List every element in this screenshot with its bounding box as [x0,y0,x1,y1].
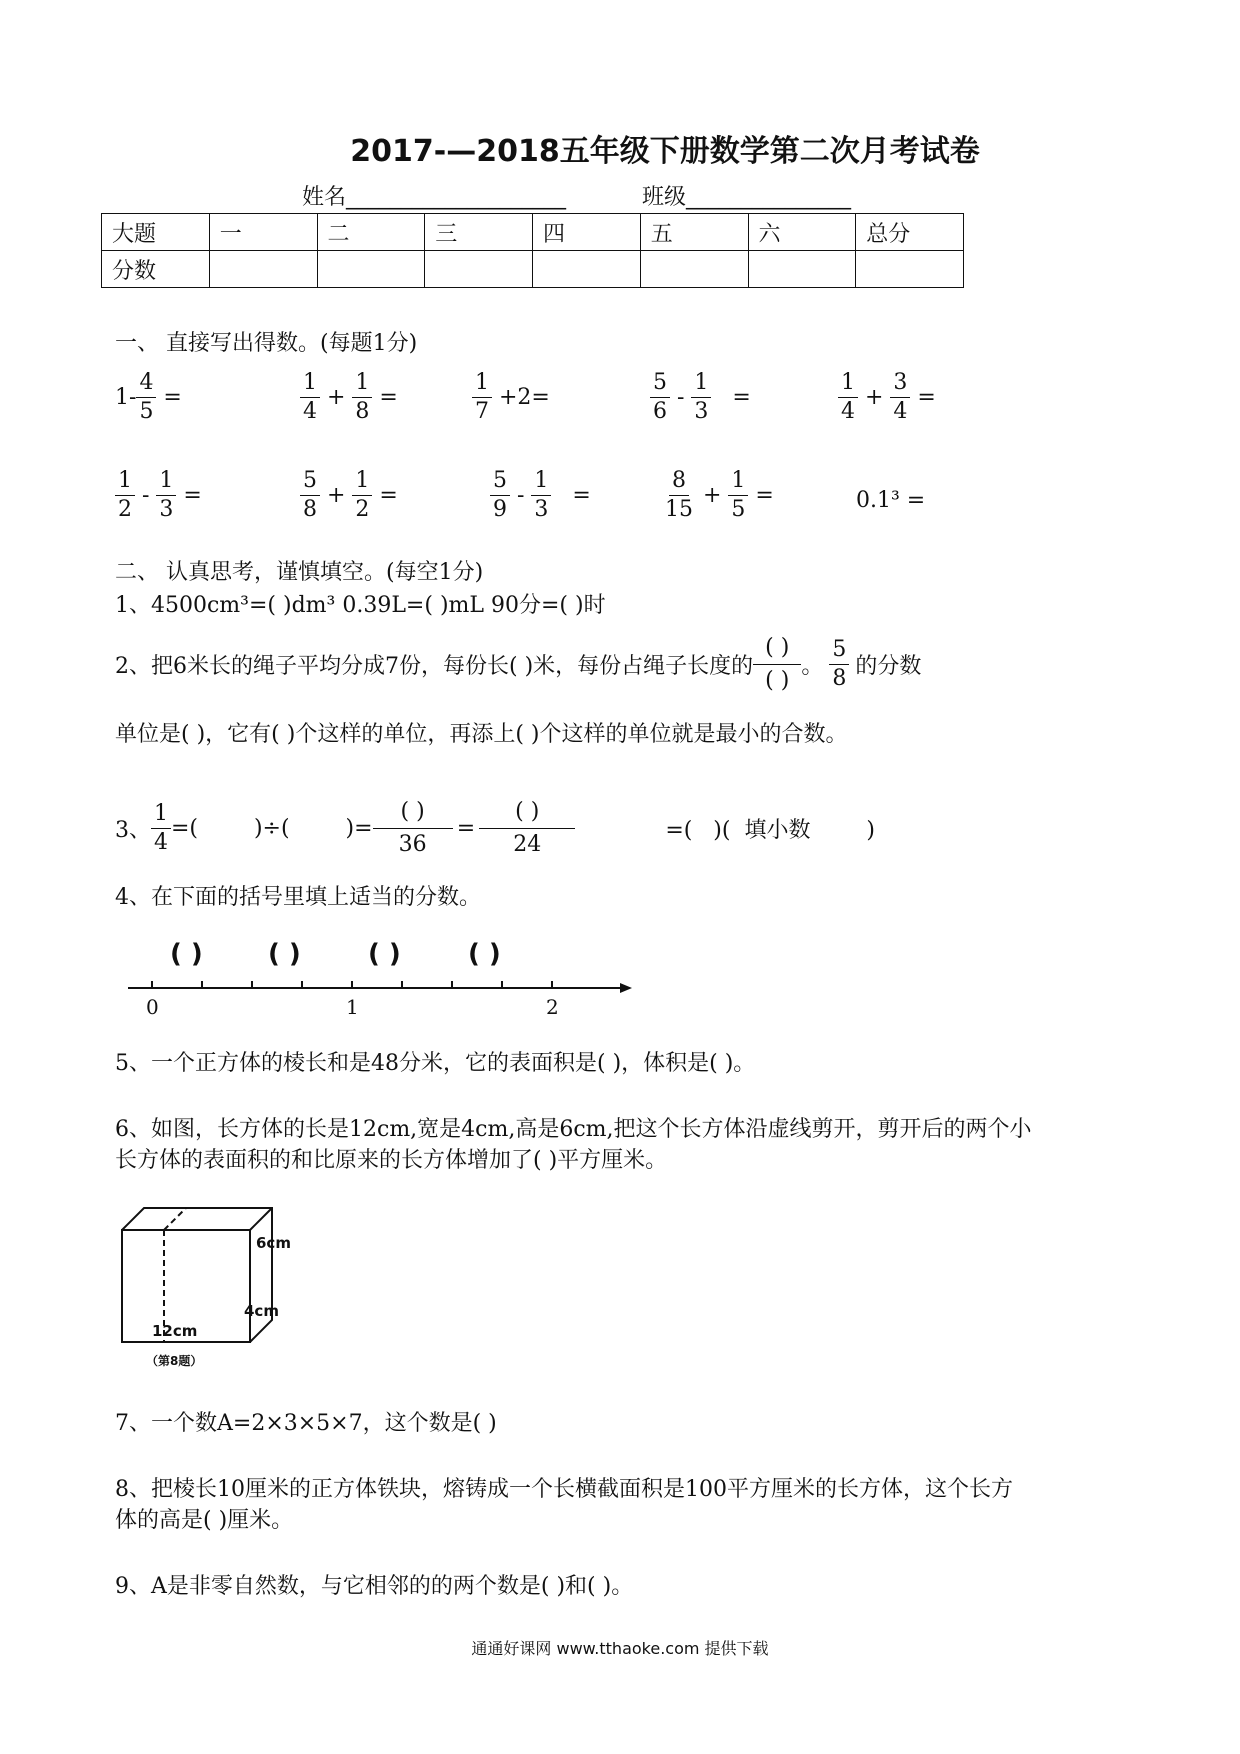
fraction-denominator: 7 [475,399,489,424]
fraction-denominator: 5 [139,399,154,424]
fraction-numerator: 1 [531,470,551,496]
fraction-numerator: 3 [890,372,910,398]
q2-text-mid: 。 [801,654,824,680]
q3-mid: =( )÷( )= [171,816,373,842]
q3-fraction [151,803,171,854]
arithmetic-equals: = [711,385,751,410]
cuboid-width-label: 4cm [244,1302,279,1320]
fraction [662,470,696,521]
fraction-denominator: 8 [355,399,370,424]
fraction-denominator: 8 [303,497,317,522]
fraction-numerator: 1 [691,372,711,398]
fraction-numerator: 1 [352,372,372,398]
score-cell[interactable] [533,251,641,288]
arithmetic-equals: = [748,483,774,508]
cube-item: 0.1³ = [856,488,926,513]
fraction-numerator: 5 [490,470,510,496]
arithmetic-item [115,372,182,423]
number-line-blank[interactable]: ( ) [170,939,203,969]
tick-label: 0 [146,995,159,1019]
fraction-denominator: 2 [118,497,132,522]
q2-text-a: 2、把6米长的绳子平均分成7份，每份长( )米，每份占绳子长度的 [115,654,754,680]
q2-blank-num: ( ) [753,636,801,665]
arithmetic-equals: = [372,385,398,410]
score-cell[interactable] [856,251,964,288]
score-cell[interactable] [317,251,425,288]
q3-f2-den: 36 [398,832,427,858]
arithmetic-operator: - [670,385,692,410]
score-table [101,213,964,288]
number-line-blank[interactable]: ( ) [368,939,401,969]
name-field[interactable]: 姓名____________________ [302,185,567,210]
q1-text: 1、4500cm³=( )dm³ 0.39L=( )mL 90分=( )时 [115,593,606,618]
cuboid-height-label: 6cm [256,1234,291,1252]
cuboid-figure [110,1196,310,1374]
arithmetic-item [300,470,398,521]
fraction [728,470,748,521]
arithmetic-operator: - [510,483,532,508]
score-header-cell: 四 [533,214,641,251]
q2-frac-num: 5 [829,639,849,665]
q7-text: 7、一个数A=2×3×5×7，这个数是( ) [115,1411,497,1436]
fraction [691,372,711,423]
q2-blank-den: ( ) [765,668,790,694]
fraction-numerator: 5 [650,372,670,398]
arithmetic-equals: = [372,483,398,508]
fraction [890,372,910,423]
arrow-icon [620,983,632,993]
fraction-numerator: 1 [156,470,176,496]
score-header-cell: 二 [317,214,425,251]
score-header-cell: 总分 [856,214,964,251]
score-header-cell: 六 [748,214,856,251]
q2-line2: 单位是( )，它有( )个这样的单位，再添上( )个这样的单位就是最小的合数。 [115,722,848,747]
score-row-label: 分数 [102,251,210,288]
fraction-denominator: 2 [355,497,370,522]
arithmetic-prefix: 1- [115,385,137,410]
score-cell[interactable] [209,251,317,288]
q9-text: 9、A是非零自然数，与它相邻的的两个数是( )和( )。 [115,1574,634,1599]
fraction [352,372,372,423]
fraction [838,372,858,423]
cuboid-length-label: 12cm [152,1322,198,1340]
class-field[interactable]: 班级_______________ [642,185,852,210]
number-line-blank[interactable]: ( ) [468,939,501,969]
fraction-numerator: 1 [352,470,372,496]
fraction-denominator: 3 [534,497,549,522]
arithmetic-item [472,372,550,423]
fraction [300,470,320,521]
score-header-cell: 一 [209,214,317,251]
arithmetic-operator: + [696,483,729,508]
score-cell[interactable] [425,251,533,288]
arithmetic-item [300,372,398,423]
fraction-denominator: 15 [665,497,693,522]
q3-pre: 3、 [115,818,151,844]
q2-text-b: 的分数 [855,654,922,680]
q3-fraction2[interactable] [373,800,453,857]
q3-line [115,800,875,857]
fraction-numerator: 5 [300,470,320,496]
q2-frac-den: 8 [832,666,847,692]
q8-text-a: 8、把棱长10厘米的正方体铁块，熔铸成一个长横截面积是100平方厘米的长方体，这个长方 [115,1477,1013,1502]
fraction [156,470,176,521]
fraction [136,372,156,423]
tick-label: 2 [546,995,559,1019]
arithmetic-item [490,470,591,521]
arithmetic-equals: = [551,483,591,508]
section1-heading: 一、 直接写出得数。(每题1分) [115,331,418,356]
arithmetic-operator: - [135,483,157,508]
fraction-numerator: 8 [669,470,689,496]
q6-text-b: 长方体的表面积的和比原来的长方体增加了( )平方厘米。 [115,1148,668,1173]
score-value-row [102,251,964,288]
number-line-ticks [152,981,552,988]
q4-text: 4、在下面的括号里填上适当的分数。 [115,885,481,910]
fraction-denominator: 6 [653,399,667,424]
number-line [120,928,640,1020]
fraction [115,470,135,521]
arithmetic-item [115,470,202,521]
tick-label: 1 [346,995,359,1019]
fraction-denominator: 3 [694,399,709,424]
footer-source: 通通好课网 www.tthaoke.com 提供下载 [471,1639,769,1658]
score-cell[interactable] [748,251,856,288]
fraction [650,372,670,423]
fraction [300,372,320,423]
fraction-denominator: 3 [159,497,174,522]
page-title: 2017-—2018五年级下册数学第二次月考试卷 [350,134,980,169]
fraction-numerator: 1 [115,470,135,496]
fraction-denominator: 4 [303,399,317,424]
fraction-numerator: 1 [300,372,320,398]
fraction-numerator: 4 [136,372,156,398]
q2-line1 [115,636,921,693]
fraction-numerator: 1 [728,470,748,496]
arithmetic-item [662,470,774,521]
fraction [352,470,372,521]
q2-blank-fraction[interactable] [753,636,801,693]
fraction [531,470,551,521]
fraction-numerator: 1 [838,372,858,398]
arithmetic-item [838,372,936,423]
score-header-cell: 大题 [102,214,210,251]
fraction [490,470,510,521]
arithmetic-equals: = [156,385,182,410]
q6-text-a: 6、如图，长方体的长是12cm,宽是4cm,高是6cm,把这个长方体沿虚线剪开，剪开后的两个小 [115,1117,1032,1142]
q3-f2-num: ( ) [373,800,453,829]
q3-eq: = [456,816,476,842]
q3-end: =( )( 填小数 ) [665,818,875,844]
fraction-denominator: 9 [493,497,507,522]
arithmetic-equals: = [176,483,202,508]
fraction-numerator: 1 [472,372,492,398]
fraction-denominator: 4 [841,399,855,424]
arithmetic-operator: + [858,385,891,410]
q3-fraction3[interactable] [479,800,575,857]
arithmetic-equals: = [910,385,936,410]
figure-caption: （第8题） [146,1354,203,1368]
q3-f3-den: 24 [513,832,542,858]
arithmetic-equals: +2= [492,385,550,410]
q8-text-b: 体的高是( )厘米。 [115,1508,294,1533]
score-header-row [102,214,964,251]
fraction [472,372,492,423]
score-header-cell: 五 [640,214,748,251]
q3-frac-num: 1 [151,803,171,829]
arithmetic-item [650,372,751,423]
score-header-cell: 三 [425,214,533,251]
q2-fraction [829,639,849,690]
q3-frac-den: 4 [154,830,168,856]
section2-heading: 二、 认真思考，谨慎填空。(每空1分) [115,560,484,585]
fraction-denominator: 4 [893,399,908,424]
score-cell[interactable] [640,251,748,288]
q5-text: 5、一个正方体的棱长和是48分米，它的表面积是( )，体积是( )。 [115,1051,756,1076]
arithmetic-operator: + [320,483,353,508]
number-line-blank[interactable]: ( ) [268,939,301,969]
arithmetic-operator: + [320,385,353,410]
fraction-denominator: 5 [731,497,746,522]
q3-f3-num: ( ) [479,800,575,829]
